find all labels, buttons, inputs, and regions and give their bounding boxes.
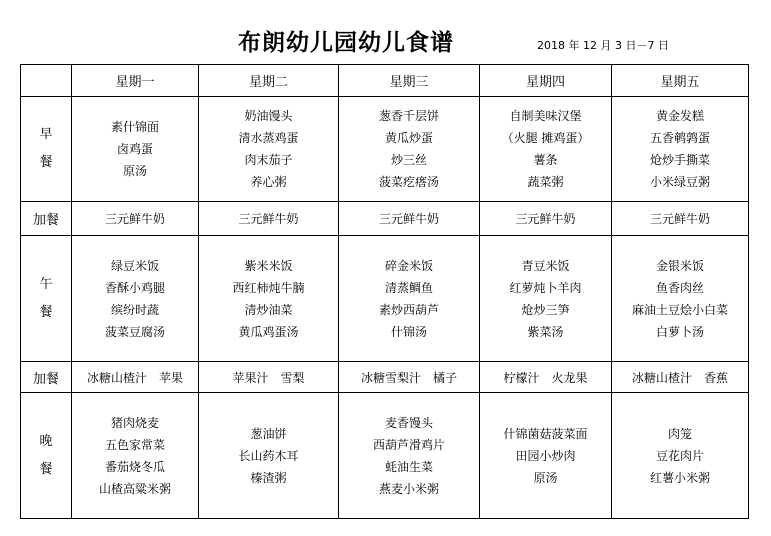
- meal-cell: [199, 393, 339, 519]
- dish-item: 什锦菌菇菠菜面: [503, 426, 588, 441]
- meal-cell: [72, 97, 199, 202]
- dish-item: 青豆米饭: [521, 258, 570, 273]
- dish-item: 小米绿豆粥: [649, 175, 710, 189]
- dish-item: 黄瓜鸡蛋汤: [238, 324, 299, 339]
- meal-cell: [72, 393, 199, 519]
- meal-cell: [199, 97, 339, 202]
- dish-item: 五色家常菜: [104, 437, 165, 452]
- dish-item: （火腿 摊鸡蛋）: [501, 131, 590, 145]
- snack1-row: [21, 202, 749, 236]
- day-header: 星期一: [72, 65, 199, 97]
- dish-item: 缤纷时蔬: [110, 302, 159, 317]
- dish-item: 蚝油生菜: [384, 459, 433, 474]
- meal-cell: [339, 236, 480, 362]
- lunch-row: [21, 236, 749, 362]
- day-header: 星期三: [339, 65, 480, 97]
- dish-item: 燕麦小米粥: [378, 481, 439, 496]
- snack-cell: 苹果汁 雪梨: [199, 362, 339, 393]
- dish-item: 清炒油菜: [244, 302, 293, 317]
- dish-item: 紫米米饭: [244, 258, 293, 273]
- dish-item: 金银米饭: [655, 258, 704, 273]
- snack1-label: 加餐: [21, 202, 72, 236]
- snack2-label: 加餐: [21, 362, 72, 393]
- lunch-label: [21, 236, 72, 362]
- snack2-row: [21, 362, 749, 393]
- dinner-label: [21, 393, 72, 519]
- dish-item: 山楂高粱米粥: [98, 481, 171, 496]
- dish-item: 肉笼: [667, 426, 692, 441]
- dish-item: 红萝炖卜羊肉: [509, 280, 582, 295]
- dish-item: 菠菜疙瘩汤: [378, 175, 439, 189]
- breakfast-label: [21, 97, 72, 202]
- dish-item: 薯条: [533, 153, 558, 167]
- dish-item: 红薯小米粥: [649, 470, 710, 485]
- dish-item: 清水蒸鸡蛋: [238, 131, 299, 145]
- day-header: 星期四: [480, 65, 612, 97]
- dish-item: 葱油饼: [250, 426, 287, 441]
- dinner-row: [21, 393, 749, 519]
- dish-item: 自制美味汉堡: [509, 109, 582, 123]
- dish-item: 原汤: [122, 164, 147, 178]
- snack-cell: 冰糖山楂汁 苹果: [72, 362, 199, 393]
- date-range: 2018 年 12 月 3 日－7 日: [537, 39, 669, 52]
- meal-cell: [612, 236, 749, 362]
- meal-cell: [199, 236, 339, 362]
- dish-item: 葱香千层饼: [378, 109, 439, 123]
- row-label-char: 餐: [39, 304, 53, 320]
- page-title: 布朗幼儿园幼儿食谱: [238, 30, 454, 56]
- dish-item: 卤鸡蛋: [116, 142, 153, 156]
- menu-table: [20, 64, 749, 519]
- dish-item: 榛渣粥: [250, 470, 287, 485]
- dish-item: 紫菜汤: [527, 324, 564, 339]
- dish-item: 清蒸鲷鱼: [384, 280, 433, 295]
- snack-cell: 三元鲜牛奶: [480, 202, 612, 236]
- meal-cell: [612, 97, 749, 202]
- dish-item: 西葫芦滑鸡片: [372, 437, 445, 452]
- dish-item: 猪肉烧麦: [110, 415, 159, 430]
- dish-item: 养心粥: [250, 175, 287, 189]
- snack-cell: 三元鲜牛奶: [199, 202, 339, 236]
- row-label-char: 晚: [39, 433, 53, 449]
- meal-cell: [480, 236, 612, 362]
- dish-item: 麦香馒头: [384, 415, 433, 430]
- dish-item: 五香鹌鹑蛋: [649, 131, 710, 145]
- snack-cell: 冰糖雪梨汁 橘子: [339, 362, 480, 393]
- dish-item: 菠菜豆腐汤: [104, 324, 165, 339]
- dish-item: 碎金米饭: [384, 258, 433, 273]
- meal-cell: [72, 236, 199, 362]
- corner-cell: [21, 65, 72, 97]
- dish-item: 豆花肉片: [655, 448, 704, 463]
- snack-cell: 三元鲜牛奶: [612, 202, 749, 236]
- dish-item: 炝炒三笋: [521, 302, 570, 317]
- snack-cell: 三元鲜牛奶: [339, 202, 480, 236]
- dish-item: 麻油土豆烩小白菜: [631, 302, 728, 317]
- dish-item: 肉末茄子: [244, 153, 293, 167]
- dish-item: 素炒西葫芦: [378, 302, 439, 317]
- dish-item: 黄金发糕: [655, 109, 704, 123]
- meal-cell: [339, 393, 480, 519]
- dish-item: 什锦汤: [390, 324, 427, 339]
- row-label-char: 餐: [39, 461, 53, 477]
- snack-cell: 柠檬汁 火龙果: [480, 362, 612, 393]
- meal-cell: [339, 97, 480, 202]
- day-header: 星期二: [199, 65, 339, 97]
- breakfast-row: [21, 97, 749, 202]
- header-row: [21, 65, 749, 97]
- dish-item: 番茄烧冬瓜: [104, 459, 165, 474]
- row-label-char: 早: [39, 127, 53, 142]
- snack-cell: 冰糖山楂汁 香蕉: [612, 362, 749, 393]
- dish-item: 原汤: [533, 470, 558, 485]
- dish-item: 炒三丝: [390, 153, 427, 167]
- dish-item: 长山药木耳: [238, 448, 299, 463]
- dish-item: 香酥小鸡腿: [104, 280, 165, 295]
- dish-item: 绿豆米饭: [110, 258, 159, 273]
- meal-cell: [480, 393, 612, 519]
- dish-item: 田园小炒肉: [515, 448, 576, 463]
- dish-item: 炝炒手撕菜: [649, 153, 710, 167]
- row-label-char: 餐: [39, 155, 53, 170]
- dish-item: 黄瓜炒蛋: [384, 131, 433, 145]
- dish-item: 西红柿炖牛腩: [232, 280, 305, 295]
- day-header: 星期五: [612, 65, 749, 97]
- meal-cell: [612, 393, 749, 519]
- dish-item: 奶油馒头: [244, 109, 293, 123]
- meal-cell: [480, 97, 612, 202]
- snack-cell: 三元鲜牛奶: [72, 202, 199, 236]
- row-label-char: 午: [39, 276, 53, 292]
- dish-item: 素什锦面: [110, 120, 159, 134]
- dish-item: 鱼香肉丝: [655, 280, 704, 295]
- dish-item: 白萝卜汤: [655, 324, 704, 339]
- dish-item: 蔬菜粥: [527, 175, 564, 189]
